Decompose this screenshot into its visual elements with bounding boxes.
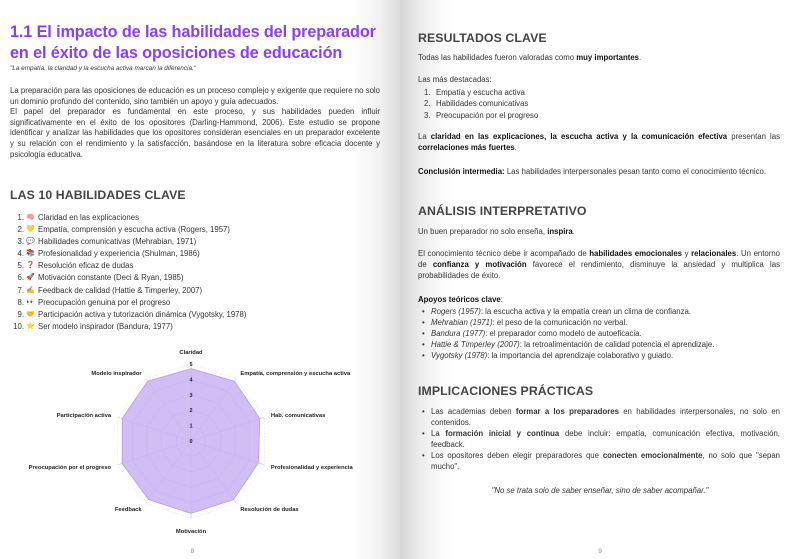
books-icon: 📚: [26, 250, 35, 258]
svg-text:5: 5: [189, 362, 193, 368]
analysis-paragraph-1: [418, 227, 780, 238]
list-item: [418, 328, 780, 339]
list-item: [10, 248, 246, 260]
svg-text:Motivación: Motivación: [175, 529, 207, 535]
list-item: [424, 98, 538, 109]
list-item: [424, 87, 538, 98]
list-item: [418, 306, 780, 317]
analysis-paragraph-2: [418, 249, 780, 281]
right-page: [400, 0, 800, 559]
skill-text: Claridad en las explicaciones: [38, 213, 139, 222]
list-item: [418, 406, 780, 428]
list-item: [10, 321, 246, 333]
emphasis-text: formar a los preparadores: [515, 407, 619, 416]
svg-text:Profesionalidad y experiencia: Profesionalidad y experiencia: [270, 464, 353, 471]
radar-chart: [0, 345, 400, 545]
list-text: : la importancia del aprendizaje colaborativo y guiado.: [487, 351, 674, 360]
svg-text:Modelo inspirador: Modelo inspirador: [91, 371, 142, 378]
skill-text: Habilidades comunicativas (Mehrabian, 1971): [38, 237, 197, 247]
list-number: 3.: [424, 110, 431, 120]
results-heading: RESULTADOS CLAVE: [418, 31, 547, 45]
list-number: 8.: [17, 297, 24, 307]
text-run: .: [639, 53, 642, 62]
list-item: [10, 272, 246, 284]
list-item: [10, 212, 246, 224]
citation: Vygotsky (1978): [431, 351, 488, 360]
skill-text: Participación activa y tutorización dinámica (Vygotsky, 1978): [38, 309, 247, 319]
skills-heading: LAS 10 HABILIDADES CLAVE: [10, 188, 186, 202]
emphasis-text: habilidades emocionales: [589, 249, 683, 258]
epigraph-quote: "La empatía, la claridad y la escucha activa marcan la diferencia.": [10, 65, 197, 72]
list-number: 4.: [17, 249, 24, 259]
text-run: Los opositores deben elegir preparadores que: [431, 451, 603, 460]
support-label: Apoyos teóricos clave: [418, 295, 501, 304]
svg-text:Participación activa: Participación activa: [56, 413, 112, 420]
implications-heading: IMPLICACIONES PRÁCTICAS: [418, 384, 594, 398]
svg-text:3: 3: [189, 392, 193, 399]
text-run: y: [682, 249, 692, 258]
list-number: 7.: [17, 285, 24, 295]
implications-list: [418, 406, 780, 472]
svg-text:1: 1: [189, 423, 193, 430]
citation: Rogers (1957): [431, 307, 481, 316]
list-text: : el preparador como modelo de autoeficacia.: [485, 329, 642, 338]
list-number: 5.: [17, 261, 24, 271]
svg-text:Preocupación por el progreso: Preocupación por el progreso: [28, 464, 112, 471]
list-number: 9.: [17, 309, 24, 319]
list-item: [10, 260, 246, 272]
handshake-icon: 🤝: [26, 310, 35, 318]
text-run: .: [514, 142, 517, 152]
emphasis-text: conecten emocionalmente: [602, 451, 703, 460]
text-run: Todas las habilidades fueron valoradas como: [418, 53, 577, 62]
writing-hand-icon: ✍️: [26, 286, 35, 294]
page-number-right: 9: [598, 548, 602, 555]
text-run: El conocimiento técnico debe ir acompañado de: [418, 249, 590, 258]
list-item: [10, 285, 246, 297]
skill-text: Resolución eficaz de dudas: [38, 261, 134, 271]
svg-text:2: 2: [189, 408, 193, 415]
list-item: [418, 350, 780, 361]
highlights-list: [424, 87, 538, 121]
list-text: Preocupación por el progreso: [436, 110, 539, 120]
page-number-left: 8: [190, 548, 195, 555]
skill-text: Feedback de calidad (Hattie & Timperley, 2007): [38, 285, 203, 295]
list-text: Empatía y escucha activa: [436, 88, 525, 97]
theoretical-support-label: [418, 295, 780, 306]
brain-icon: 🧠: [26, 214, 35, 221]
rocket-icon: 🚀: [26, 274, 35, 282]
text-run: presentan las: [727, 132, 780, 141]
intro-paragraph-2: El papel del preparador es fundamental en este proceso, y sus habilidades pueden influir significativamente en el éxito de los opositores (Darling-Hammond, 2006). Este estudio se propone identificar y analizar las habilidades que los opositores consideran esenciales en un preparador excelente y su relación con el rendimiento y la satisfacción, basándose en la literatura sobre eficacia docente y psicología educativa.: [10, 107, 380, 159]
list-number: 1.: [17, 213, 24, 222]
svg-text:Claridad: Claridad: [179, 350, 203, 356]
list-number: 10.: [13, 321, 24, 331]
text-run: Un buen preparador no solo enseña,: [418, 227, 548, 236]
citation: Mehrabian (1971): [431, 318, 493, 327]
text-run: .: [572, 227, 575, 236]
analysis-heading: ANÁLISIS INTERPRETATIVO: [418, 204, 587, 218]
list-text: : la escucha activa y la empatía crean un clima de confianza.: [480, 307, 692, 316]
intro-text: [10, 86, 380, 160]
text-run: Las habilidades interpersonales pesan tanto como el conocimiento técnico.: [504, 167, 767, 176]
list-number: 2.: [424, 99, 431, 109]
skill-text: Ser modelo inspirador (Bandura, 1977): [38, 321, 173, 331]
theoretical-support-list: [418, 306, 780, 361]
correlations-text: [418, 132, 780, 154]
skill-text: Empatía, comprensión y escucha activa (Rogers, 1957): [38, 225, 230, 235]
text-run: debe incluir: empatía, comunicación efectiva, motivación, feedback.: [431, 429, 780, 449]
list-text: Habilidades comunicativas: [436, 99, 529, 109]
list-item: [10, 297, 246, 309]
list-item: [418, 450, 780, 472]
svg-text:Feedback: Feedback: [114, 506, 142, 513]
emphasis-text: relacionales: [691, 249, 737, 258]
text-run: en habilidades interpersonales, no solo en contenidos.: [431, 407, 780, 427]
skill-text: Motivación constante (Deci & Ryan, 1985): [38, 273, 184, 283]
text-run: , no solo que "sepan mucho".: [431, 451, 780, 471]
intro-paragraph-1: La preparación para las oposiciones de educación es un proceso complejo y exigente que requiere no solo un dominio profundo del contenido, sino también un apoyo y guía adecuados.: [10, 86, 380, 106]
list-item: [10, 236, 246, 248]
closing-quote: "No se trata solo de saber enseñar, sino de saber acompañar.": [491, 486, 709, 495]
citation: Bandura (1977): [431, 329, 486, 338]
emphasis-text: confianza y motivación: [432, 259, 527, 269]
text-run: :: [500, 295, 503, 304]
question-mark-icon: ❓: [26, 262, 35, 270]
emphasis-text: claridad en las explicaciones, la escucha activa y la comunicación efectiva: [430, 132, 728, 141]
speech-bubble-icon: 💬: [26, 238, 35, 246]
list-item: [10, 224, 246, 236]
results-summary: [418, 53, 780, 64]
list-item: [418, 317, 780, 328]
emphasis-text: formación inicial y continua: [445, 429, 560, 438]
svg-text:Hab. comunicativas: Hab. comunicativas: [270, 413, 326, 420]
list-text: : el peso de la comunicación no verbal.: [492, 318, 628, 327]
list-item: [424, 110, 538, 121]
conclusion-label: Conclusión intermedia:: [418, 167, 505, 176]
intermediate-conclusion: [418, 167, 780, 178]
page-title: 1.1 El impacto de las habilidades del preparador en el éxito de las oposiciones de educación: [10, 23, 376, 62]
eyes-icon: 👀: [26, 298, 35, 306]
list-number: 6.: [17, 273, 24, 283]
list-item: [418, 339, 780, 350]
emphasis-text: correlaciones más fuertes: [418, 142, 515, 152]
list-text: : la retroalimentación de calidad potencia el aprendizaje.: [519, 340, 715, 349]
list-number: 3.: [17, 237, 24, 247]
skills-list: [10, 212, 246, 333]
list-item: [10, 309, 246, 321]
emphasis-text: inspira: [547, 227, 573, 236]
svg-text:4: 4: [189, 377, 193, 384]
text-run: La: [431, 429, 446, 438]
list-number: 1.: [424, 88, 431, 97]
svg-text:Resolución de dudas: Resolución de dudas: [240, 506, 299, 513]
list-number: 2.: [17, 225, 24, 235]
svg-text:0: 0: [189, 439, 193, 445]
skill-text: Profesionalidad y experiencia (Shulman, 1986): [38, 249, 200, 259]
emphasis-text: muy importantes: [576, 53, 640, 62]
skill-text: Preocupación genuina por el progreso: [38, 297, 171, 307]
highlights-label: Las más destacadas:: [418, 75, 492, 84]
list-item: [418, 428, 780, 450]
star-icon: ⭐: [26, 322, 35, 330]
yellow-heart-icon: 💛: [26, 226, 35, 234]
text-run: La: [418, 132, 431, 141]
text-run: favorece el rendimiento, disminuye la ansiedad y multiplica las probabilidades de éxito.: [418, 259, 780, 280]
svg-text:Empatía, comprensión y escucha: Empatía, comprensión y escucha activa: [240, 371, 351, 378]
text-run: . Un entorno de: [418, 249, 781, 269]
text-run: Las academias deben: [431, 407, 516, 416]
citation: Hattie & Timperley (2007): [431, 340, 520, 349]
